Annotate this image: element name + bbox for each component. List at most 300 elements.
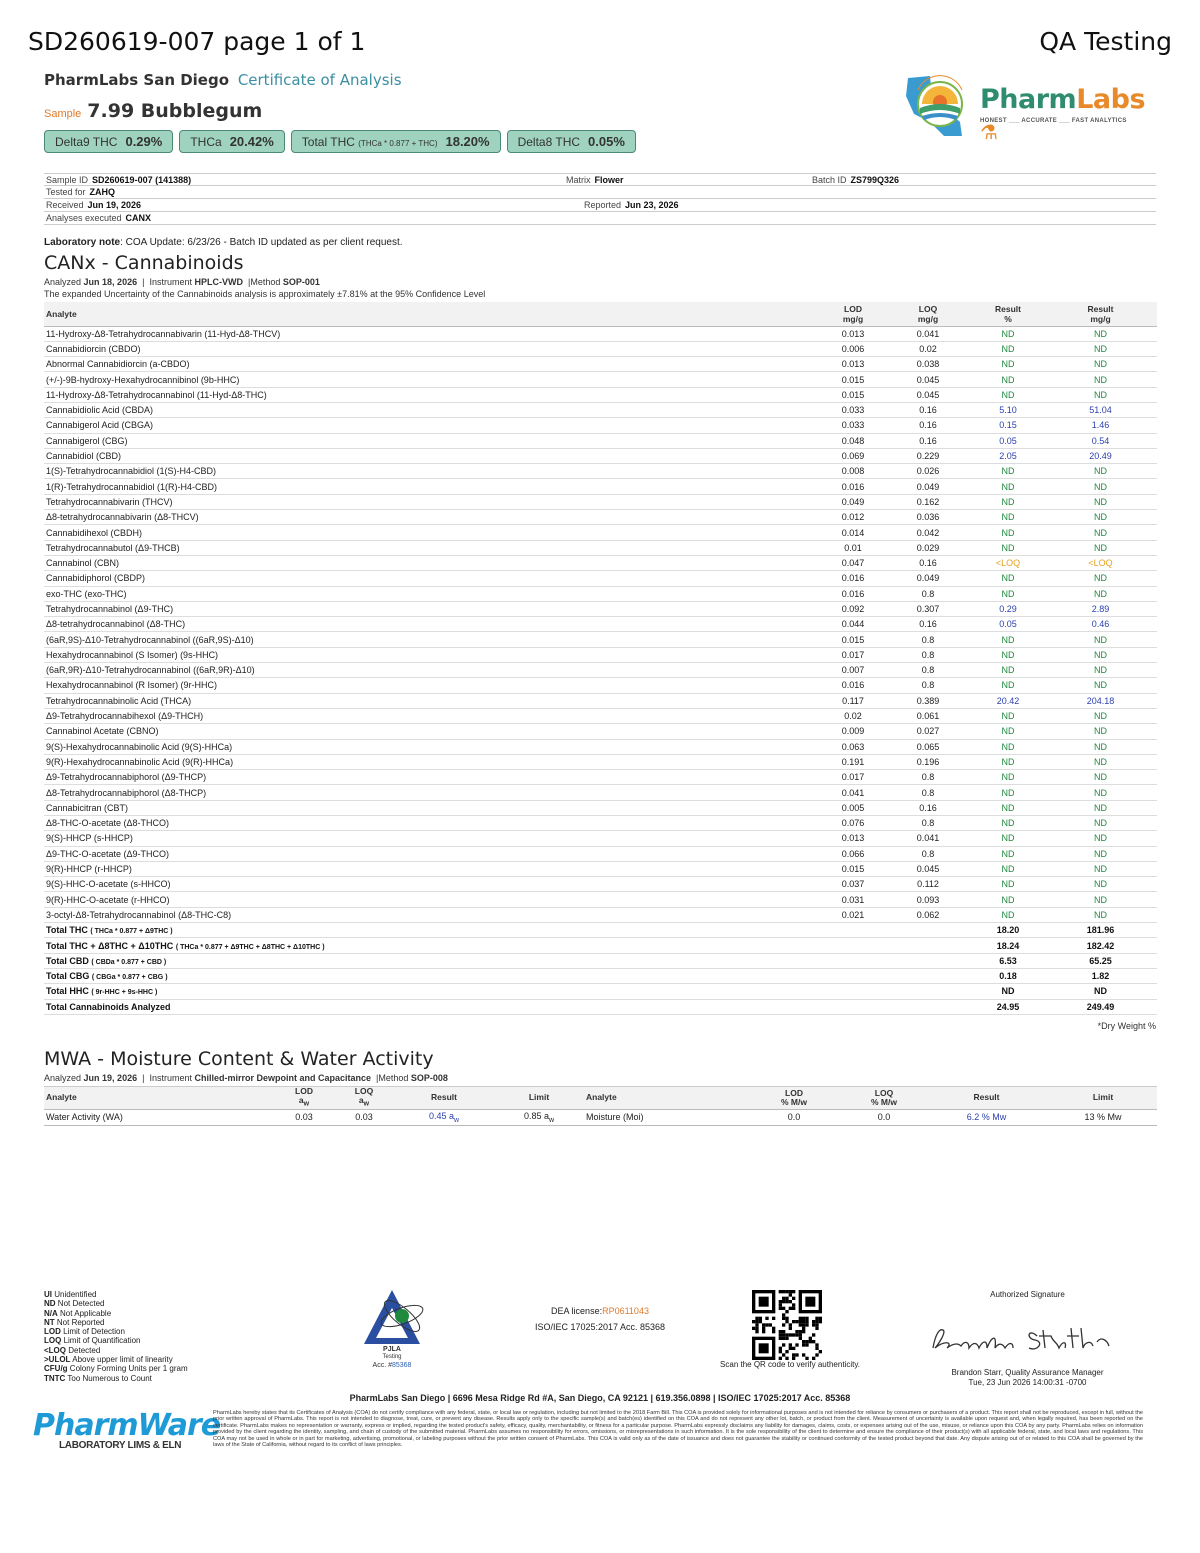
table-row <box>44 479 1157 494</box>
result-pct-cell: ND <box>972 326 1044 341</box>
result-pct-cell: ND <box>972 877 1044 892</box>
loq-cell: 0.045 <box>884 861 972 876</box>
analyte-cell: Δ8-THC-O-acetate (Δ8-THCO) <box>44 816 822 831</box>
pill-value: 0.29% <box>125 134 163 149</box>
loq-cell: 0.112 <box>884 877 972 892</box>
loq-cell: 0.162 <box>884 494 972 509</box>
analyte-cell: Cannabidiorcin (CBDO) <box>44 341 822 356</box>
mwa-col-loq: LOQ $a_w$ <box>334 1087 394 1110</box>
qa-testing-label: QA Testing <box>1039 26 1172 56</box>
lod-cell: 0.016 <box>822 479 884 494</box>
pjla-name: PJLA <box>383 1346 401 1353</box>
loq-cell: 0.062 <box>884 907 972 922</box>
lod-cell: 0.009 <box>822 724 884 739</box>
result-mg-cell: ND <box>1044 357 1157 372</box>
mwa-col-result2: Result <box>924 1087 1049 1110</box>
legend-item: TNTC Too Numerous to Count <box>44 1373 152 1383</box>
loq-cell: 0.049 <box>884 479 972 494</box>
legend-item: N/A Not Applicable <box>44 1308 112 1318</box>
analyte-cell: Tetrahydrocannabutol (Δ9-THCB) <box>44 540 822 555</box>
pjla-accreditation-logo <box>356 1286 436 1376</box>
analyte-cell: Δ9-Tetrahydrocannabiphorol (Δ9-THCP) <box>44 770 822 785</box>
pill-value: 18.20% <box>445 134 490 149</box>
loq-cell: 0.041 <box>884 326 972 341</box>
result-mg-cell: ND <box>1044 510 1157 525</box>
lod-cell: 0.012 <box>822 510 884 525</box>
total-pct-cell: 18.20 <box>972 923 1044 938</box>
total-mg-cell: 181.96 <box>1044 923 1157 938</box>
analyte-cell: (6aR,9R)-Δ10-Tetrahydrocannabinol ((6aR,9R)-Δ10) <box>44 663 822 678</box>
table-row <box>44 341 1157 356</box>
canx-uncertainty: The expanded Uncertainty of the Cannabinoids analysis is approximately ±7.81% at the 95% Confidence Level <box>44 289 486 299</box>
loq-cell: 0.8 <box>884 846 972 861</box>
table-row <box>44 754 1157 769</box>
analyte-cell: Tetrahydrocannabinol (Δ9-THC) <box>44 601 822 616</box>
lod-cell: 0.017 <box>822 770 884 785</box>
pill-delta8-thc <box>507 130 636 153</box>
mwa-col-result: Result <box>394 1087 494 1110</box>
dry-weight-note: *Dry Weight % <box>1097 1021 1156 1031</box>
loq-cell: 0.16 <box>884 418 972 433</box>
result-mg-cell: 0.54 <box>1044 433 1157 448</box>
mwa-title: MWA - Moisture Content & Water Activity <box>44 1048 434 1070</box>
brand-tagline: HONEST ___ ACCURATE ___ FAST ANALYTICS <box>980 118 1127 124</box>
analyte-cell: Δ8-tetrahydrocannabinol (Δ8-THC) <box>44 617 822 632</box>
table-row <box>44 861 1157 876</box>
result-mg-cell: ND <box>1044 372 1157 387</box>
reported-date: Jun 23, 2026 <box>625 200 679 210</box>
analyte-cell: 9(S)-HHC-O-acetate (s-HHCO) <box>44 877 822 892</box>
pharmware-wordmark: PharmWare <box>33 1408 221 1443</box>
table-row <box>44 663 1157 678</box>
analyte-cell: Cannabigerol (CBG) <box>44 433 822 448</box>
lod-cell: 0.037 <box>822 877 884 892</box>
lod-cell: 0.048 <box>822 433 884 448</box>
legend-item: LOD Limit of Detection <box>44 1327 125 1337</box>
loq-cell: 0.16 <box>884 617 972 632</box>
loq-cell: 0.16 <box>884 555 972 570</box>
pill-label: Delta8 THC <box>517 134 581 149</box>
result-mg-cell: 51.04 <box>1044 402 1157 417</box>
mwa-col-lod: LOD $a_w$ <box>274 1087 334 1110</box>
result-mg-cell: 204.18 <box>1044 693 1157 708</box>
loq-cell: 0.307 <box>884 601 972 616</box>
total-formula: ( CBGa * 0.877 + CBG ) <box>91 974 168 982</box>
certificate-title: Certificate of Analysis <box>237 71 402 89</box>
pjla-sub: Testing <box>382 1354 402 1360</box>
result-pct-cell: ND <box>972 831 1044 846</box>
analyte-cell: Abnormal Cannabidiorcin (a-CBDO) <box>44 357 822 372</box>
result-mg-cell: ND <box>1044 907 1157 922</box>
moisture-table <box>44 1086 1157 1126</box>
result-pct-cell: ND <box>972 479 1044 494</box>
result-mg-cell: ND <box>1044 892 1157 907</box>
qr-code-icon[interactable] <box>752 1290 822 1360</box>
sample-label: Sample <box>44 108 82 120</box>
pill-delta9-thc <box>44 130 173 153</box>
lod-cell: 0.016 <box>822 586 884 601</box>
result-mg-cell: ND <box>1044 785 1157 800</box>
loq-cell: 0.229 <box>884 448 972 463</box>
result-pct-cell: ND <box>972 846 1044 861</box>
analyte-cell: Tetrahydrocannabivarin (THCV) <box>44 494 822 509</box>
total-label-cell: Total THC + Δ8THC + Δ10THC ( THCa * 0.877 + Δ9THC + Δ8THC + Δ10THC ) <box>44 938 822 953</box>
pill-label: Delta9 THC <box>55 134 118 149</box>
result-mg-cell: ND <box>1044 387 1157 402</box>
analyte-cell: 1(R)-Tetrahydrocannabidiol (1(R)-H4-CBD) <box>44 479 822 494</box>
col-result-mg: Result mg/g <box>1044 302 1157 326</box>
loq-cell: 0.8 <box>884 586 972 601</box>
loq-cell: 0.8 <box>884 678 972 693</box>
result-pct-cell: ND <box>972 571 1044 586</box>
lod-cell: 0.033 <box>822 402 884 417</box>
pill-value: 0.05% <box>588 134 625 149</box>
result-mg-cell: ND <box>1044 326 1157 341</box>
result-pct-cell: ND <box>972 754 1044 769</box>
result-pct-cell: 5.10 <box>972 402 1044 417</box>
lod-cell: 0.015 <box>822 632 884 647</box>
result-mg-cell: 1.46 <box>1044 418 1157 433</box>
analyte-cell: 1(S)-Tetrahydrocannabidiol (1(S)-H4-CBD) <box>44 464 822 479</box>
table-row <box>44 708 1157 723</box>
legend-item: LOQ Limit of Quantification <box>44 1336 141 1346</box>
analyte-cell: Cannabigerol Acid (CBGA) <box>44 418 822 433</box>
table-row <box>44 632 1157 647</box>
total-formula: ( THCa * 0.877 + Δ9THC ) <box>90 928 173 936</box>
analyte-cell: Cannabidiolic Acid (CBDA) <box>44 402 822 417</box>
loq-cell: 0.8 <box>884 632 972 647</box>
lod-cell: 0.076 <box>822 816 884 831</box>
table-row <box>44 724 1157 739</box>
analyte-cell: 9(S)-Hexahydrocannabinolic Acid (9(S)-HHCa) <box>44 739 822 754</box>
analyte-cell: 11-Hydroxy-Δ8-Tetrahydrocannabinol (11-Hyd-Δ8-THC) <box>44 387 822 402</box>
result-pct-cell: ND <box>972 663 1044 678</box>
mwa-col-analyte: Analyte <box>44 1087 274 1110</box>
loq-cell: 0.038 <box>884 357 972 372</box>
loq-cell: 0.02 <box>884 341 972 356</box>
lod-cell: 0.015 <box>822 372 884 387</box>
col-lod: LOD mg/g <box>822 302 884 326</box>
mwa-analysis-meta: Analyzed Jun 19, 2026 | Instrument Chilled-mirror Dewpoint and Capacitance |Method SOP-008 <box>44 1073 448 1083</box>
analyte-cell: Cannabinol Acetate (CBNO) <box>44 724 822 739</box>
result-pct-cell: ND <box>972 540 1044 555</box>
table-header-row <box>44 302 1157 326</box>
legend-item: UI Unidentified <box>44 1290 97 1299</box>
lab-line <box>44 71 402 89</box>
table-row <box>44 907 1157 922</box>
handwritten-signature <box>925 1318 1130 1358</box>
pjla-acc: Acc. #85368 <box>372 1362 412 1369</box>
pharmware-logo <box>33 1408 221 1458</box>
table-row <box>44 831 1157 846</box>
table-row <box>44 739 1157 754</box>
table-row <box>44 846 1157 861</box>
table-row <box>44 785 1157 800</box>
analyte-cell: 11-Hydroxy-Δ8-Tetrahydrocannabivarin (11-Hyd-Δ8-THCV) <box>44 326 822 341</box>
pill-label: THCa <box>190 134 222 149</box>
legend-item: NT Not Reported <box>44 1317 105 1327</box>
loq-cell: 0.049 <box>884 571 972 586</box>
analyte-cell: Cannabinol (CBN) <box>44 555 822 570</box>
pill-label: Total THC (THCa * 0.877 + THC) <box>301 134 438 149</box>
table-row <box>44 326 1157 341</box>
analyte-cell: 9(R)-HHCP (r-HHCP) <box>44 861 822 876</box>
table-row <box>44 372 1157 387</box>
table-row <box>44 678 1157 693</box>
table-row <box>44 647 1157 662</box>
analyte-cell: Δ8-Tetrahydrocannabiphorol (Δ8-THCP) <box>44 785 822 800</box>
mwa-col-limit: Limit <box>494 1087 584 1110</box>
total-row <box>44 938 1157 953</box>
total-label-cell: Total CBG ( CBGa * 0.877 + CBG ) <box>44 968 822 983</box>
result-pct-cell: ND <box>972 678 1044 693</box>
table-row <box>44 494 1157 509</box>
mwa-header-row <box>44 1087 1157 1110</box>
table-row <box>44 601 1157 616</box>
table-row <box>44 402 1157 417</box>
table-row <box>44 693 1157 708</box>
table-row <box>44 510 1157 525</box>
loq-cell: 0.093 <box>884 892 972 907</box>
loq-cell: 0.389 <box>884 693 972 708</box>
dea-license-number: RP0611043 <box>602 1306 649 1316</box>
analyte-cell: Cannabidihexol (CBDH) <box>44 525 822 540</box>
loq-cell: 0.16 <box>884 402 972 417</box>
analyte-cell: 9(R)-Hexahydrocannabinolic Acid (9(R)-HHCa) <box>44 754 822 769</box>
total-row <box>44 999 1157 1014</box>
sample-line <box>44 100 262 122</box>
result-mg-cell: ND <box>1044 831 1157 846</box>
lod-cell: 0.007 <box>822 663 884 678</box>
mwa-col-analyte2: Analyte <box>584 1087 744 1110</box>
sample-info-block <box>44 173 1156 225</box>
analyte-cell: (+/-)-9B-hydroxy-Hexahydrocannibinol (9b-HHC) <box>44 372 822 387</box>
table-row <box>44 555 1157 570</box>
col-result-pct: Result % <box>972 302 1044 326</box>
pill-formula: (THCa * 0.877 + THC) <box>358 138 438 148</box>
result-pct-cell: ND <box>972 632 1044 647</box>
lod-cell: 0.016 <box>822 678 884 693</box>
loq-cell: 0.029 <box>884 540 972 555</box>
total-pct-cell: 6.53 <box>972 953 1044 968</box>
lod-cell: 0.021 <box>822 907 884 922</box>
loq-cell: 0.041 <box>884 831 972 846</box>
signature-date: Tue, 23 Jun 2026 14:00:31 -0700 <box>968 1378 1087 1387</box>
table-row <box>44 617 1157 632</box>
total-row <box>44 984 1157 999</box>
lod-cell: 0.049 <box>822 494 884 509</box>
col-analyte: Analyte <box>44 302 822 326</box>
canx-analysis-meta: Analyzed Jun 18, 2026 | Instrument HPLC-VWD |Method SOP-001 <box>44 277 320 287</box>
lab-name: PharmLabs San Diego <box>44 71 230 89</box>
result-pct-cell: ND <box>972 785 1044 800</box>
abbreviation-legend <box>44 1290 188 1383</box>
loq-cell: 0.196 <box>884 754 972 769</box>
result-pct-cell: ND <box>972 816 1044 831</box>
page-header <box>28 24 1172 58</box>
result-pct-cell: ND <box>972 907 1044 922</box>
loq-cell: 0.8 <box>884 785 972 800</box>
total-row <box>44 923 1157 938</box>
result-mg-cell: ND <box>1044 494 1157 509</box>
result-mg-cell: ND <box>1044 770 1157 785</box>
result-mg-cell: ND <box>1044 525 1157 540</box>
result-pct-cell: ND <box>972 494 1044 509</box>
result-mg-cell: ND <box>1044 540 1157 555</box>
analyte-cell: Cannabidiol (CBD) <box>44 448 822 463</box>
result-mg-cell: ND <box>1044 861 1157 876</box>
lod-cell: 0.01 <box>822 540 884 555</box>
total-label-cell: Total CBD ( CBDa * 0.877 + CBD ) <box>44 953 822 968</box>
lab-address: PharmLabs San Diego | 6696 Mesa Ridge Rd #A, San Diego, CA 92121 | 619.356.0898 | ISO/IEC 17025:2017 Acc. 85368 <box>349 1393 851 1403</box>
signature-block <box>925 1290 1130 1387</box>
result-pct-cell: ND <box>972 464 1044 479</box>
loq-cell: 0.045 <box>884 372 972 387</box>
result-pct-cell: ND <box>972 739 1044 754</box>
sample-name: 7.99 Bubblegum <box>87 100 263 122</box>
loq-cell: 0.027 <box>884 724 972 739</box>
table-row <box>44 525 1157 540</box>
total-label-cell: Total THC ( THCa * 0.877 + Δ9THC ) <box>44 923 822 938</box>
legend-item: ND Not Detected <box>44 1299 105 1309</box>
result-mg-cell: ND <box>1044 877 1157 892</box>
lod-cell: 0.017 <box>822 647 884 662</box>
analyte-cell: Cannabicitran (CBT) <box>44 800 822 815</box>
info-row: Analyses executed CANX <box>44 212 1156 225</box>
lod-cell: 0.117 <box>822 693 884 708</box>
lod-cell: 0.02 <box>822 708 884 723</box>
result-mg-cell: ND <box>1044 632 1157 647</box>
analyte-cell: 3-octyl-Δ8-Tetrahydrocannabinol (Δ8-THC-C8) <box>44 907 822 922</box>
loq-cell: 0.065 <box>884 739 972 754</box>
total-mg-cell: ND <box>1044 984 1157 999</box>
result-mg-cell: ND <box>1044 739 1157 754</box>
loq-cell: 0.8 <box>884 647 972 662</box>
result-mg-cell: ND <box>1044 464 1157 479</box>
canx-title: CANx - Cannabinoids <box>44 252 244 274</box>
table-row <box>44 357 1157 372</box>
table-row <box>44 770 1157 785</box>
info-row: Tested for ZAHQ <box>44 186 1156 199</box>
loq-cell: 0.045 <box>884 387 972 402</box>
analyte-cell: Δ8-tetrahydrocannabivarin (Δ8-THCV) <box>44 510 822 525</box>
iso-accreditation: ISO/IEC 17025:2017 Acc. 85368 <box>534 1322 666 1332</box>
result-pct-cell: <LOQ <box>972 555 1044 570</box>
brand-wordmark: PharmLabs ⚗ <box>980 84 1146 144</box>
table-row <box>44 387 1157 402</box>
result-mg-cell: 0.46 <box>1044 617 1157 632</box>
result-pct-cell: ND <box>972 510 1044 525</box>
received-date: Jun 19, 2026 <box>87 200 142 210</box>
result-pct-cell: 20.42 <box>972 693 1044 708</box>
lod-cell: 0.013 <box>822 831 884 846</box>
result-mg-cell: ND <box>1044 724 1157 739</box>
lod-cell: 0.063 <box>822 739 884 754</box>
lod-cell: 0.014 <box>822 525 884 540</box>
mwa-col-limit2: Limit <box>1049 1087 1157 1110</box>
lod-cell: 0.047 <box>822 555 884 570</box>
info-row: Received Jun 19, 2026 Reported Jun 23, 2026 <box>44 199 1156 212</box>
result-pct-cell: ND <box>972 341 1044 356</box>
cannabinoids-table <box>44 302 1157 1015</box>
result-pct-cell: ND <box>972 586 1044 601</box>
result-pct-cell: 0.15 <box>972 418 1044 433</box>
lod-cell: 0.015 <box>822 861 884 876</box>
result-mg-cell: ND <box>1044 647 1157 662</box>
total-row <box>44 968 1157 983</box>
result-mg-cell: ND <box>1044 571 1157 586</box>
legend-item: <LOQ Detected <box>44 1345 101 1355</box>
tested-for: ZAHQ <box>89 187 116 197</box>
lod-cell: 0.069 <box>822 448 884 463</box>
lod-cell: 0.033 <box>822 418 884 433</box>
qr-caption: Scan the QR code to verify authenticity. <box>720 1360 860 1369</box>
result-pct-cell: ND <box>972 372 1044 387</box>
lod-cell: 0.041 <box>822 785 884 800</box>
lod-cell: 0.092 <box>822 601 884 616</box>
lod-cell: 0.044 <box>822 617 884 632</box>
result-pct-cell: ND <box>972 770 1044 785</box>
total-pct-cell: 18.24 <box>972 938 1044 953</box>
total-formula: ( CBDa * 0.877 + CBD ) <box>91 958 167 966</box>
lod-cell: 0.031 <box>822 892 884 907</box>
california-map-icon <box>900 70 980 140</box>
analyte-cell: Hexahydrocannabinol (R Isomer) (9r-HHC) <box>44 678 822 693</box>
table-row <box>44 448 1157 463</box>
pill-thca <box>179 130 284 153</box>
result-mg-cell: 20.49 <box>1044 448 1157 463</box>
loq-cell: 0.042 <box>884 525 972 540</box>
lod-cell: 0.066 <box>822 846 884 861</box>
table-row <box>44 800 1157 815</box>
legend-item: >ULOL Above upper limit of linearity <box>44 1355 173 1365</box>
laboratory-note: Laboratory note: COA Update: 6/23/26 - Batch ID updated as per client request. <box>44 237 403 248</box>
table-row <box>44 586 1157 601</box>
result-mg-cell: ND <box>1044 341 1157 356</box>
analyte-cell: Δ9-THC-O-acetate (Δ9-THCO) <box>44 846 822 861</box>
result-pct-cell: ND <box>972 724 1044 739</box>
signature-header: Authorized Signature <box>990 1290 1065 1299</box>
analyte-cell: 9(R)-HHC-O-acetate (r-HHCO) <box>44 892 822 907</box>
analyte-cell: Δ9-Tetrahydrocannabihexol (Δ9-THCH) <box>44 708 822 723</box>
result-mg-cell: 2.89 <box>1044 601 1157 616</box>
table-row <box>44 816 1157 831</box>
info-row: Sample ID SD260619-007 (141388) Matrix Flower Batch ID ZS799Q326 <box>44 173 1156 186</box>
total-pct-cell: ND <box>972 984 1044 999</box>
loq-cell: 0.061 <box>884 708 972 723</box>
result-pct-cell: ND <box>972 525 1044 540</box>
lod-cell: 0.191 <box>822 754 884 769</box>
table-row <box>44 464 1157 479</box>
loq-cell: 0.036 <box>884 510 972 525</box>
total-row <box>44 953 1157 968</box>
result-pct-cell: ND <box>972 892 1044 907</box>
analyte-cell: exo-THC (exo-THC) <box>44 586 822 601</box>
result-mg-cell: ND <box>1044 754 1157 769</box>
lod-cell: 0.005 <box>822 800 884 815</box>
matrix: Flower <box>594 174 624 185</box>
col-loq: LOQ mg/g <box>884 302 972 326</box>
batch-id: ZS799Q326 <box>850 174 900 185</box>
total-label-cell: Total Cannabinoids Analyzed <box>44 999 822 1014</box>
result-mg-cell: ND <box>1044 586 1157 601</box>
result-pct-cell: ND <box>972 708 1044 723</box>
signer-name: Brandon Starr, Quality Assurance Manager <box>951 1368 1104 1377</box>
lod-cell: 0.006 <box>822 341 884 356</box>
table-row <box>44 540 1157 555</box>
total-mg-cell: 249.49 <box>1044 999 1157 1014</box>
result-pct-cell: 2.05 <box>972 448 1044 463</box>
